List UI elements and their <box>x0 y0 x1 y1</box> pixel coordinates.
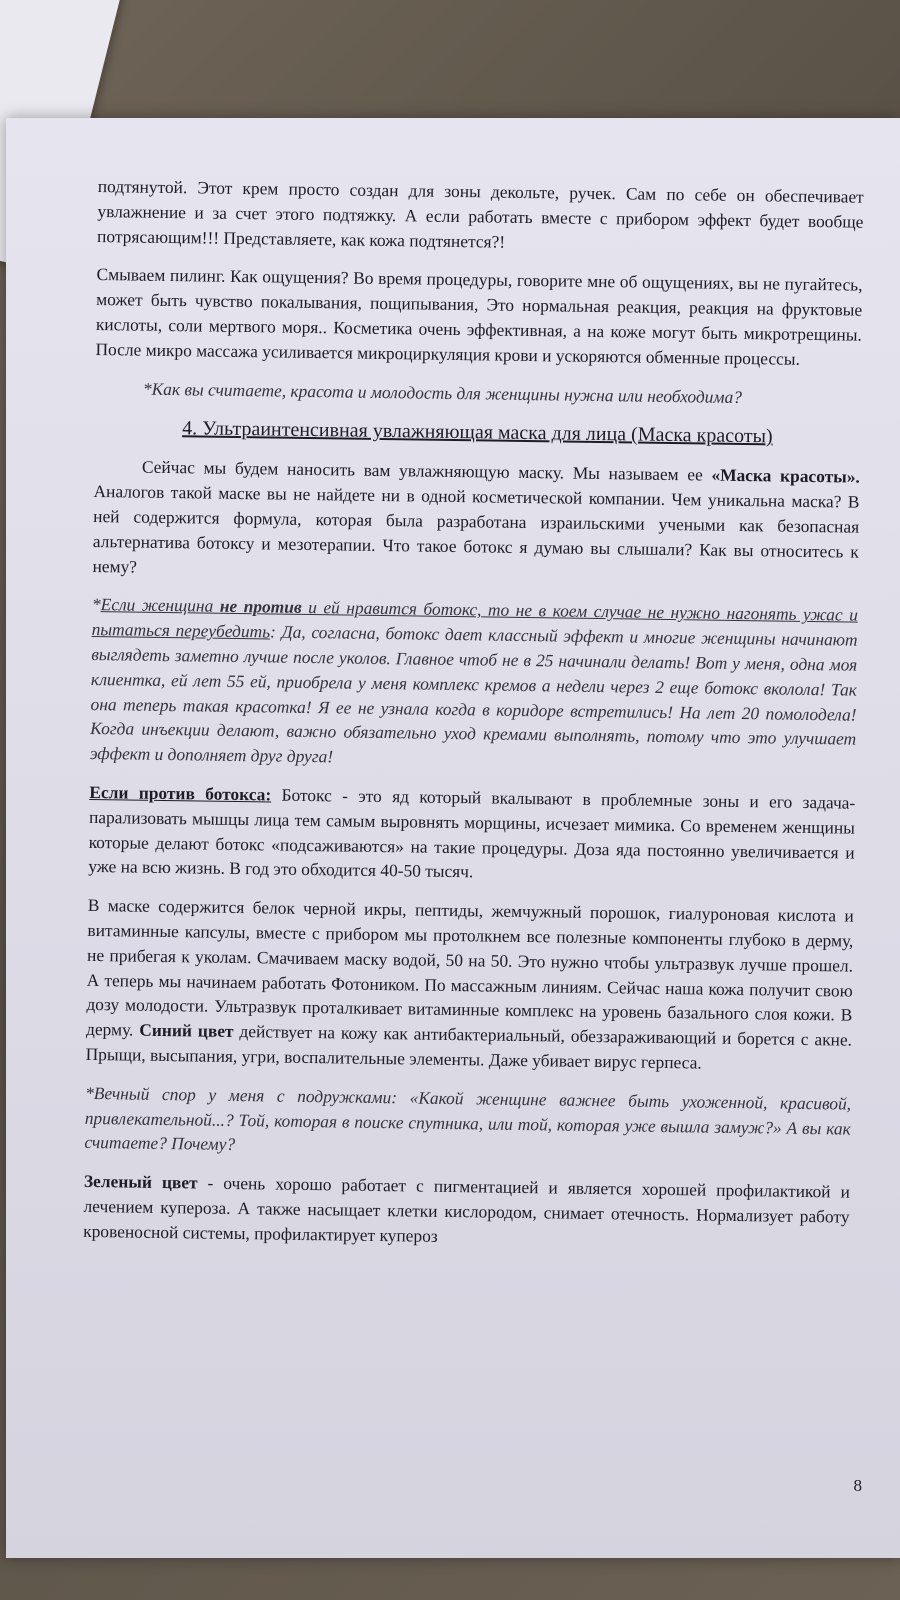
botox-against-text: Ботокс - это яд который вкалывают в проблемные зоны и его задача-парализовать мышцы лица тем самым выровнять морщины, исчезает мимика. Со временем женщины которые делают ботокс «подсаживаются» на такие процедуры. Доза яда постоянно увеличивается и уже на всю жизнь. В год это обходится 40-50 тысяч. <box>88 784 856 882</box>
document-page <box>6 118 900 1558</box>
paragraph-1: подтянутой. Этот крем просто создан для зоны декольте, ручек. Сам по себе он обеспечивает увлажнение и за счет этого подтяжку. А если работать вместе с прибором эффект будет вообще потрясающим!!! Представляете, как кожа подтянется?! <box>97 175 864 252</box>
green-color-text: - очень хорошо работает с пигментацией и является хорошей профилактикой и лечением купероза. А также насыщает клетки кислородом, снимает отечность. Нормализует работу кровеносной системы, профилактирует купероз <box>83 1172 851 1246</box>
section-heading: 4. Ультраинтенсивная увлажняющая маска для лица (Маска красоты) <box>182 417 773 448</box>
note-condition-bold: не против <box>219 596 302 618</box>
mask-intro-text: Сейчас мы будем наносить вам увлажняющую маску. Мы называем ее <box>141 457 712 485</box>
note-star: * <box>91 594 101 615</box>
note-question-1: *Как вы считаете, красота и молодость для женщины нужна или необходима? <box>142 378 743 407</box>
paragraph-2: Смываем пилинг. Как ощущения? Во время процедуры, говорите мне об ощущениях, вы не пугайтесь, может быть чувство покалывания, пощипывания, Это нормальная реакция, реакция на фруктовые кислоты, соли мертвого моря.. Косметика очень эффективная, а на коже могут быть микротрещины. После микро массажа усиливается микроциркуляция крови и ускоряются обменные процессы. <box>95 264 863 369</box>
green-color-label: Зеленый цвет <box>83 1170 198 1193</box>
paragraph-botox-against <box>88 780 855 890</box>
page-number: 8 <box>853 1476 862 1495</box>
botox-against-label: Если против ботокса: <box>89 781 272 805</box>
note-question-2: *Вечный спор у меня с подружками: «Какой женщине важнее быть ухоженной, красивой, привлекательной...? Той, которая в поиске спутника, или той, которая уже вышла замуж?» А вы как считаете? Почему? <box>84 1082 852 1155</box>
mask-intro-rest: Аналогов такой маске вы не найдете ни в одной косметической компании. Чем уникальна маска? В ней содержится формула, которая была разработана израильскими учеными как безопасная альтернатива ботоксу и мезотерапии. Что такое ботокс я думаю вы слышали? Как вы относитесь к нему? <box>92 481 860 577</box>
page-content <box>83 174 864 1268</box>
note-botox-for <box>90 592 858 776</box>
note-condition-2: и ей нравится ботокс, то не в коем случае не нужно нагонять ужас и пытаться переубедить <box>91 597 859 642</box>
paragraph-mask-intro <box>92 454 860 589</box>
paragraph-green-color <box>83 1169 850 1254</box>
blue-color-text: действует на кожу как антибактериальный, обеззараживающий и борется с акне. Прыщи, высыпания, угри, воспалительные элементы. Даже убивает вирус герпеса. <box>85 1021 853 1073</box>
mask-contents-text: В маске содержится белок черной икры, пептиды, жемчужный порошок, гиалуроновая кислота и витаминные капсулы, вместе с прибором мы протолкнем все полезные компоненты глубоко в дерму, не прибегая к уколам. Смачиваем маску водой, 50 на 50. Это нужно чтобы ультразвук лучше прошел. А теперь мы начинаем работать Фотоником. По массажным линиям. Сейчас наша кожа получит свою дозу молодости. Ультразвук проталкивает витаминные комплекс на уровень базального слоя кожи. В дерму. <box>85 895 854 1040</box>
mask-name-bold: «Маска красоты». <box>711 464 860 488</box>
blue-color-label: Синий цвет <box>139 1019 234 1042</box>
note-condition-1: Если женщина <box>100 594 220 617</box>
note-botox-text: : Да, согласна, ботокс дает классный эффект и многие женщины начинают выглядеть заметно лучше после уколов. Главное чтоб не в 25 начинали делать! Вот у меня, одна моя клиентка, ей лет 55 ей, приобрела у меня комплекс кремов а недели через 2 еще ботокс вколола! Так она теперь такая красотка! Я ее не узнала когда в коридоре встретились! На лет 20 помолодела! Когда инъекции делают, важно обязательно уход кремами выполнять, потому что это улучшает эффект и дополняет друг друга! <box>89 621 858 767</box>
paragraph-mask-contents <box>86 893 854 1077</box>
